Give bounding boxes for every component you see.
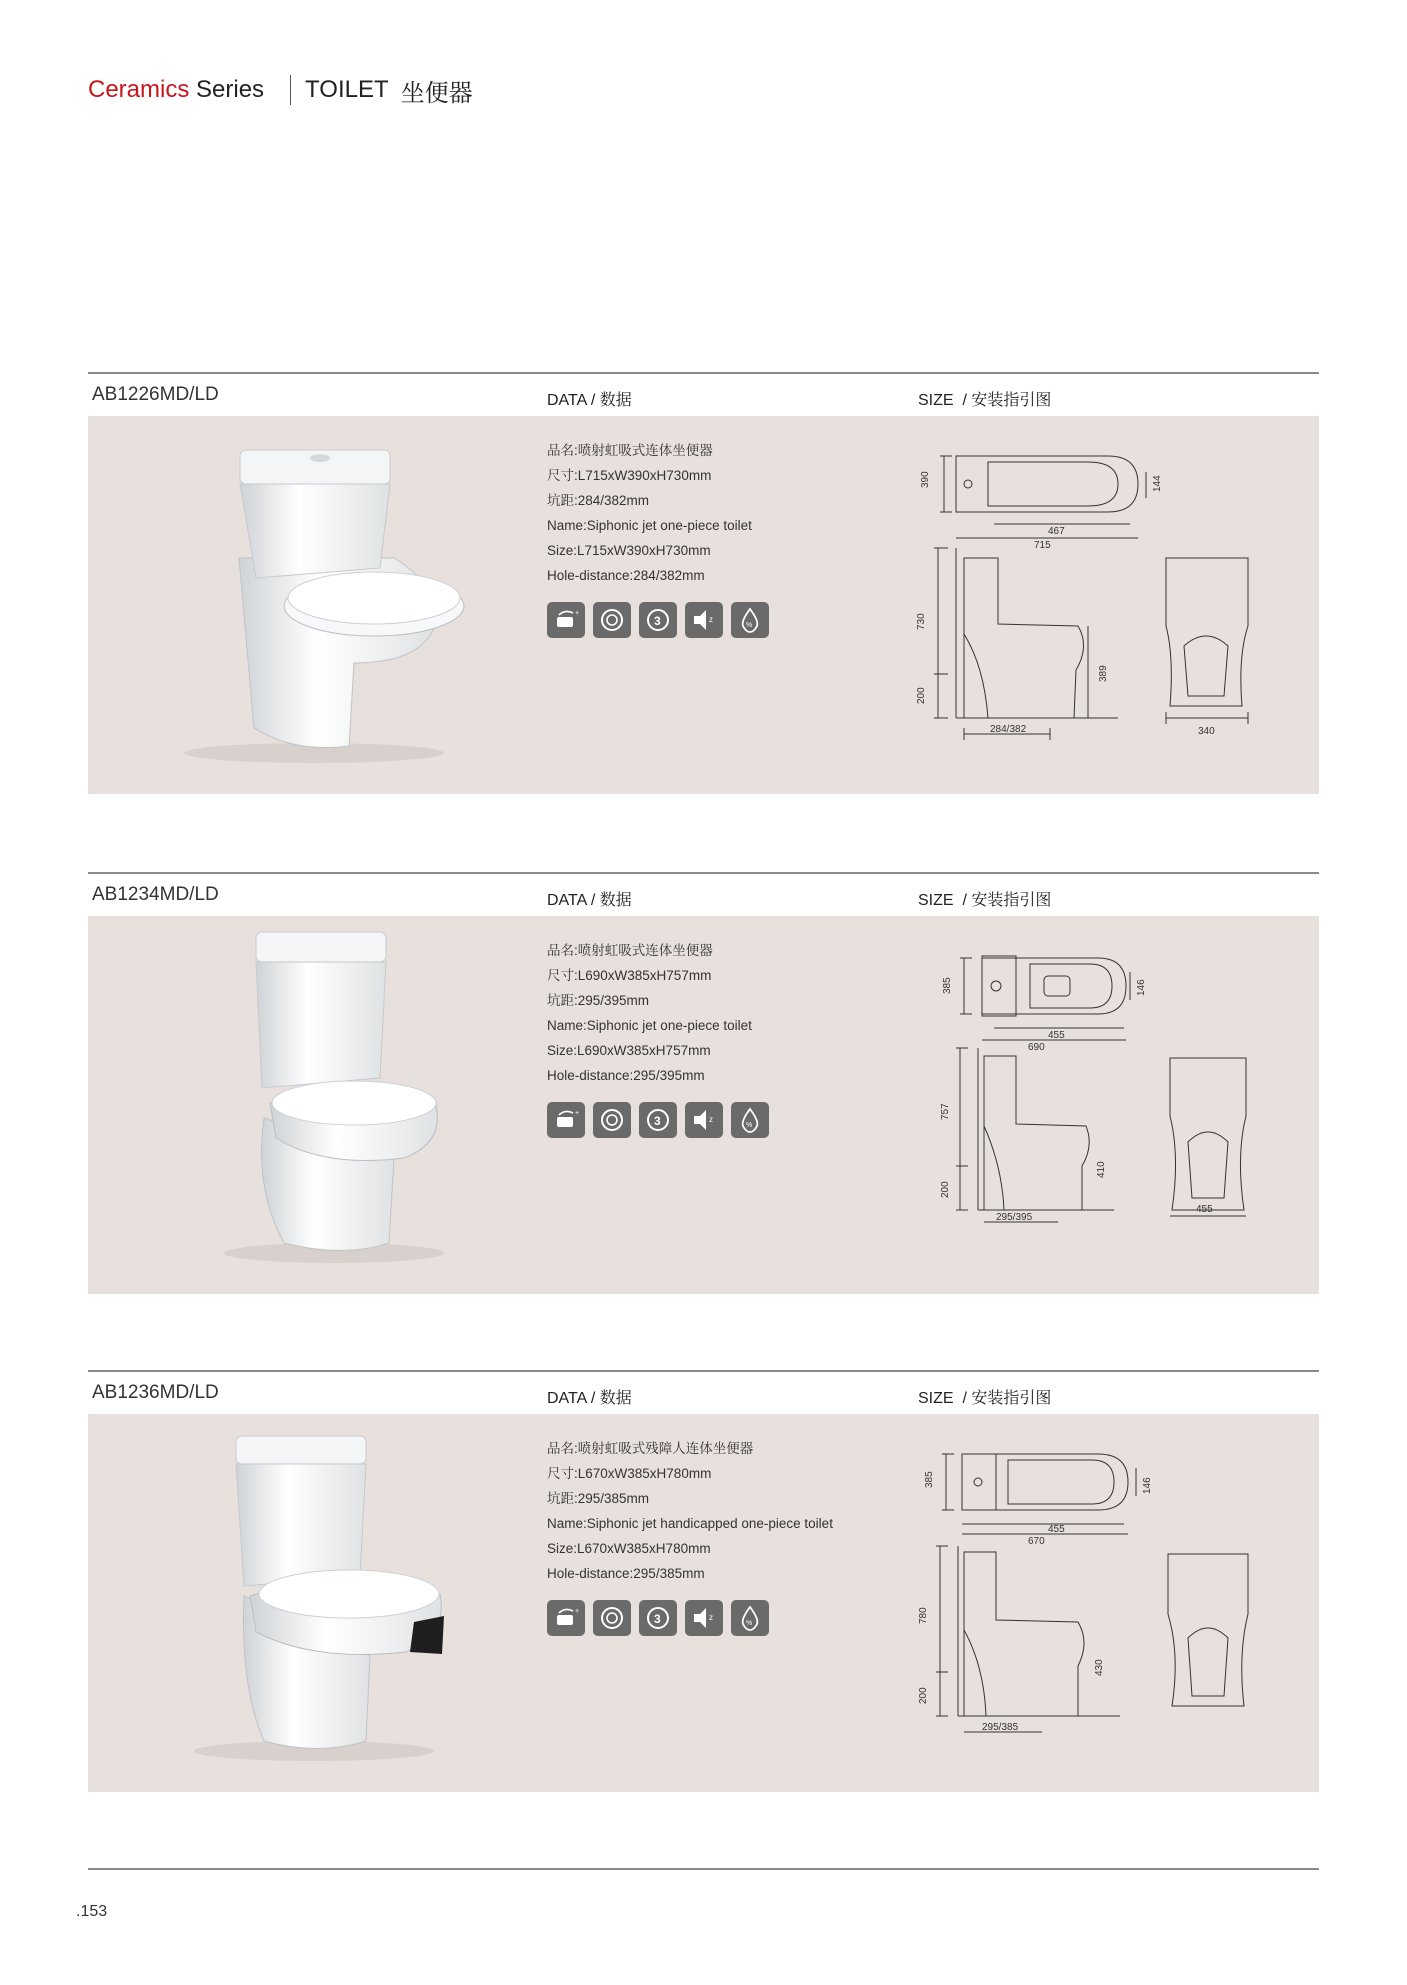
size-label: SIZE xyxy=(918,1390,954,1407)
dim-hole: 295/395 xyxy=(996,1212,1033,1223)
installation-drawing xyxy=(898,916,1318,1294)
dim-hole: 295/385 xyxy=(982,1722,1019,1733)
size-heading xyxy=(918,1385,1051,1408)
svg-text:%: % xyxy=(746,1620,753,1627)
silent-icon xyxy=(685,602,723,638)
dim-length: 715 xyxy=(1034,540,1051,551)
data-heading xyxy=(547,387,632,410)
toilet-photo xyxy=(144,928,504,1278)
product-block xyxy=(88,872,1319,1294)
size-label: SIZE xyxy=(918,892,954,909)
svg-text:+: + xyxy=(575,1110,580,1117)
series-name-rest: Series xyxy=(189,76,265,103)
svg-text:3: 3 xyxy=(654,614,661,628)
dim-389: 410 xyxy=(1096,1161,1107,1178)
category-title-cn: 坐便器 xyxy=(400,79,473,107)
triple-flush-icon xyxy=(639,1102,677,1138)
dim-467: 455 xyxy=(1048,1524,1065,1535)
dim-seat: 144 xyxy=(1152,475,1163,492)
silent-icon xyxy=(685,1600,723,1636)
product-block xyxy=(88,1370,1319,1792)
product-panel xyxy=(88,916,1319,1294)
toilet-photo xyxy=(144,1426,504,1776)
dim-467: 467 xyxy=(1048,526,1065,537)
water-saving-icon xyxy=(547,602,585,638)
svg-text:3: 3 xyxy=(654,1114,661,1128)
svg-text:%: % xyxy=(746,622,753,629)
rotary-flush-icon xyxy=(593,602,631,638)
header-separator xyxy=(290,75,291,105)
feature-icons xyxy=(547,602,769,638)
divider xyxy=(88,372,1319,374)
svg-text:z: z xyxy=(709,1115,713,1124)
antibacterial-icon xyxy=(731,1102,769,1138)
rotary-flush-icon xyxy=(593,1600,631,1636)
data-label-cn: / 数据 xyxy=(590,392,632,409)
spec-line: 坑距:284/382mm xyxy=(547,493,650,508)
footer-divider xyxy=(88,1868,1319,1870)
antibacterial-icon xyxy=(731,1600,769,1636)
data-label: DATA xyxy=(547,892,587,909)
installation-drawing xyxy=(898,1414,1318,1792)
size-label-cn: / 安装指引图 xyxy=(962,892,1052,909)
water-saving-icon xyxy=(547,1102,585,1138)
spec-line: Name:Siphonic jet one-piece toilet xyxy=(547,1018,752,1033)
spec-list xyxy=(547,938,752,1088)
dim-height: 757 xyxy=(940,1103,951,1120)
dim-length: 690 xyxy=(1028,1042,1045,1053)
dim-height: 780 xyxy=(918,1607,929,1624)
data-label: DATA xyxy=(547,392,587,409)
spec-line: 坑距:295/395mm xyxy=(547,993,650,1008)
svg-text:+: + xyxy=(575,610,580,617)
product-block xyxy=(88,372,1319,794)
dim-200: 200 xyxy=(916,687,927,704)
triple-flush-icon xyxy=(639,602,677,638)
dim-hole: 284/382 xyxy=(990,724,1027,735)
dim-200: 200 xyxy=(940,1181,951,1198)
svg-text:%: % xyxy=(746,1122,753,1129)
size-label-cn: / 安装指引图 xyxy=(962,1390,1052,1407)
rotary-flush-icon xyxy=(593,1102,631,1138)
dim-389: 430 xyxy=(1094,1659,1105,1676)
model-number: AB1236MD/LD xyxy=(92,1382,219,1403)
spec-line: Size:L715xW390xH730mm xyxy=(547,543,711,558)
spec-line: Hole-distance:295/395mm xyxy=(547,1068,705,1083)
page-number: .153 xyxy=(76,1903,108,1920)
spec-list xyxy=(547,1436,833,1586)
toilet-photo xyxy=(144,428,504,778)
dim-width: 385 xyxy=(924,1471,935,1488)
svg-text:z: z xyxy=(709,1613,713,1622)
spec-line: 坑距:295/385mm xyxy=(547,1491,650,1506)
dim-width: 385 xyxy=(942,977,953,994)
series-name-red: Ceramics xyxy=(88,76,190,103)
dim-height: 730 xyxy=(916,613,927,630)
size-label: SIZE xyxy=(918,392,954,409)
model-number: AB1234MD/LD xyxy=(92,884,219,905)
svg-text:+: + xyxy=(575,1608,580,1615)
dim-seat: 146 xyxy=(1136,979,1147,996)
silent-icon xyxy=(685,1102,723,1138)
spec-line: Name:Siphonic jet handicapped one-piece toilet xyxy=(547,1516,833,1531)
product-panel xyxy=(88,416,1319,794)
divider xyxy=(88,872,1319,874)
spec-line: 尺寸:L670xW385xH780mm xyxy=(547,1466,712,1481)
spec-line: 尺寸:L690xW385xH757mm xyxy=(547,968,712,983)
page-header xyxy=(88,72,473,108)
spec-line: Hole-distance:284/382mm xyxy=(547,568,705,583)
spec-line: Size:L690xW385xH757mm xyxy=(547,1043,711,1058)
data-label-cn: / 数据 xyxy=(590,1390,632,1407)
spec-line: 品名:喷射虹吸式连体坐便器 xyxy=(547,443,713,458)
data-label-cn: / 数据 xyxy=(590,892,632,909)
size-heading xyxy=(918,887,1051,910)
category-title: TOILET xyxy=(305,76,389,103)
water-saving-icon xyxy=(547,1600,585,1636)
dim-front-width: 455 xyxy=(1196,1204,1213,1215)
svg-text:z: z xyxy=(709,615,713,624)
dim-389: 389 xyxy=(1098,665,1109,682)
feature-icons xyxy=(547,1600,769,1636)
product-panel xyxy=(88,1414,1319,1792)
size-heading xyxy=(918,387,1051,410)
data-heading xyxy=(547,887,632,910)
spec-line: Size:L670xW385xH780mm xyxy=(547,1541,711,1556)
spec-line: 尺寸:L715xW390xH730mm xyxy=(547,468,712,483)
antibacterial-icon xyxy=(731,602,769,638)
spec-line: 品名:喷射虹吸式残障人连体坐便器 xyxy=(547,1441,754,1456)
feature-icons xyxy=(547,1102,769,1138)
dim-seat: 146 xyxy=(1142,1477,1153,1494)
model-number: AB1226MD/LD xyxy=(92,384,219,405)
data-heading xyxy=(547,1385,632,1408)
triple-flush-icon xyxy=(639,1600,677,1636)
installation-drawing xyxy=(898,416,1318,794)
dim-200: 200 xyxy=(918,1687,929,1704)
dim-width: 390 xyxy=(920,471,931,488)
dim-467: 455 xyxy=(1048,1030,1065,1041)
spec-list xyxy=(547,438,752,588)
svg-text:3: 3 xyxy=(654,1612,661,1626)
dim-length: 670 xyxy=(1028,1536,1045,1547)
dim-front-width: 340 xyxy=(1198,726,1215,737)
size-label-cn: / 安装指引图 xyxy=(962,392,1052,409)
divider xyxy=(88,1370,1319,1372)
spec-line: Name:Siphonic jet one-piece toilet xyxy=(547,518,752,533)
spec-line: Hole-distance:295/385mm xyxy=(547,1566,705,1581)
data-label: DATA xyxy=(547,1390,587,1407)
spec-line: 品名:喷射虹吸式连体坐便器 xyxy=(547,943,713,958)
